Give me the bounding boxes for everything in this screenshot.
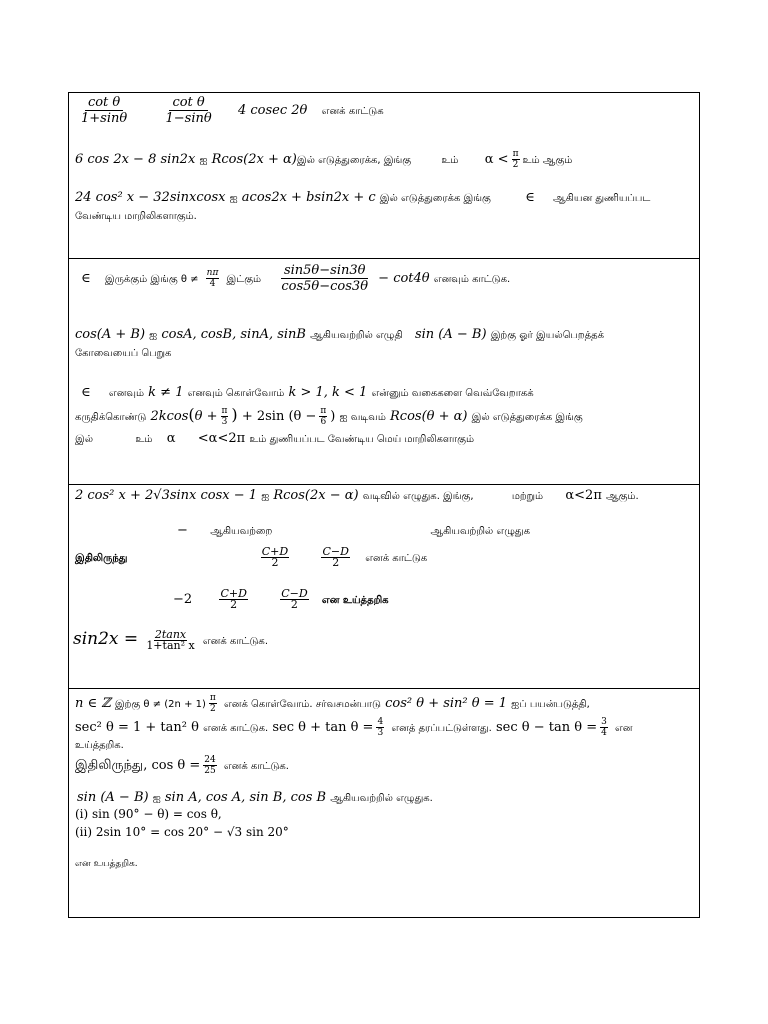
- denominator: 1+sinθ: [81, 111, 128, 126]
- numerator: cot θ: [85, 95, 123, 111]
- instruction-text: எனக் கொள்வோம். சர்வசமன்பாடு: [223, 699, 381, 710]
- element-of-symbol: ∈: [525, 190, 535, 205]
- fraction: [209, 693, 217, 714]
- numerator: C−D: [281, 587, 308, 600]
- math-expression: <α<2π: [197, 431, 246, 446]
- q1-line-3: [75, 190, 650, 207]
- q4-line-3: [75, 737, 124, 754]
- denominator: 2: [332, 556, 340, 569]
- math-expression: Rcos(θ + α): [390, 409, 468, 424]
- numerator: 24: [204, 755, 216, 765]
- denominator: 1+tan² x: [146, 639, 195, 652]
- numerator: 2tanx: [154, 628, 187, 641]
- numerator: π: [221, 406, 228, 416]
- math-expression: 6 cos 2x − 8 sin2x: [75, 152, 196, 167]
- fraction: [219, 589, 247, 610]
- math-expression: 4 cosec 2θ: [237, 103, 308, 118]
- q2-line-1: [81, 263, 510, 294]
- instruction-text: இல் எடுத்துரைக்க இங்கு: [471, 412, 583, 423]
- instruction-text: கருதிக்கொண்டு: [75, 412, 147, 423]
- instruction-text: எனக் காட்டுக: [321, 106, 384, 117]
- fraction: [261, 547, 289, 568]
- math-expression: −2: [173, 592, 193, 607]
- denominator: cos5θ−cos3θ: [281, 279, 369, 294]
- numerator: C+D: [261, 545, 289, 558]
- instruction-text: இட்கும்: [226, 274, 262, 285]
- instruction-text: ஆகியவற்றில் எழுதி: [310, 330, 403, 341]
- math-expression: cosA, cosB, sinA, sinB: [161, 327, 306, 342]
- q2-line-4: [81, 385, 534, 402]
- math-expression: Rcos(2x + α): [211, 152, 297, 167]
- denominator: 1−sinθ: [165, 111, 212, 126]
- instruction-text: இல் எடுத்துரைக்க, இங்கு: [296, 155, 412, 166]
- instruction-text: ஆகியவற்றில் எழுதுக.: [330, 793, 433, 804]
- math-expression: 2 cos² x + 2√3sinx cosx − 1: [75, 488, 258, 503]
- math-expression: (ii) 2sin 10° = cos 20° − √3 sin 20°: [75, 825, 289, 839]
- math-expression: α <: [484, 152, 509, 167]
- numerator: cot θ: [169, 95, 207, 111]
- fraction: [78, 95, 130, 126]
- math-expression: − cot4θ: [378, 271, 430, 286]
- math-expression: Rcos(2x − α): [273, 488, 359, 503]
- instruction-text: ஆகியன துணியப்பட: [553, 193, 651, 204]
- numerator: 4: [377, 717, 384, 727]
- denominator: 3: [377, 728, 384, 738]
- fraction: [280, 589, 308, 610]
- question-box-4: [69, 689, 699, 919]
- q3-line-3: [75, 547, 427, 568]
- instruction-text: எனக் காட்டுக.: [202, 636, 268, 647]
- q4-line-4: [75, 755, 289, 776]
- math-expression: cos(A + B): [75, 327, 146, 342]
- instruction-text: எனவும் கொள்வோம்: [187, 388, 285, 399]
- denominator: 2: [230, 598, 238, 611]
- denominator: 2: [209, 704, 216, 714]
- instruction-text: இருக்கும் இங்கு θ ≠: [104, 274, 199, 285]
- q1-line-2: [75, 149, 572, 170]
- math-expression: sin A, cos A, sin B, cos B: [164, 790, 327, 805]
- math-expression: acos2x + bsin2x + c: [241, 190, 376, 205]
- instruction-text: எனக் காட்டுக.: [203, 723, 269, 734]
- q2-line-6: [75, 431, 474, 448]
- fraction: [319, 406, 327, 427]
- question-box-1: [69, 93, 699, 259]
- math-expression: n ∈ ℤ: [75, 696, 111, 711]
- q3-line-1: [75, 488, 639, 505]
- fraction: [376, 717, 384, 738]
- math-expression: (i) sin (90° − θ) = cos θ,: [75, 807, 222, 821]
- instruction-text: இற்கு θ ≠ (2n + 1): [114, 699, 206, 710]
- math-expression: 2kcos: [150, 409, 189, 424]
- tamil-particle: ஐ: [229, 193, 238, 204]
- instruction-text: இல் எடுத்துரைக்க இங்கு: [379, 193, 491, 204]
- tamil-particle: ஐ: [261, 491, 270, 502]
- instruction-text: வடிவில் எழுதுக. இங்கு,: [362, 491, 474, 502]
- instruction-text: உம் ஆகும்: [522, 155, 573, 166]
- fraction: [162, 95, 214, 126]
- numerator: π: [512, 149, 519, 159]
- math-expression: k ≠ 1: [148, 385, 184, 400]
- math-expression: cos² θ + sin² θ = 1: [385, 696, 508, 711]
- numerator: π: [320, 406, 327, 416]
- fraction: [203, 755, 216, 776]
- instruction-text: என: [614, 723, 633, 734]
- math-expression: sec² θ = 1 + tan² θ: [75, 720, 199, 735]
- instruction-text: ஆகியவற்றில் எழுதுக: [430, 526, 530, 537]
- fraction: [512, 149, 520, 170]
- fraction: [600, 717, 608, 738]
- q2-line-5: கருதிக்கொண்டு 2kcos(θ + $\frac{\pi}{3}$ ) + 2sin (θ − $\frac{\pi}{6}$ ) ஐ வடிவம் Rcos(θ + α) இல் எடுத்துரைக்க இங்கு: [75, 405, 583, 427]
- fraction: [321, 547, 349, 568]
- instruction-text: ஆகும்.: [606, 491, 639, 502]
- instruction-text: ஆகியவற்றை: [210, 526, 273, 537]
- math-expression: + 2sin (θ −: [241, 409, 317, 424]
- tamil-particle: மற்றும்: [511, 491, 544, 502]
- instruction-text: எனவும்: [108, 388, 145, 399]
- q4-line-1: [75, 693, 590, 714]
- q2-line-2: [75, 327, 604, 344]
- instruction-text: கோவையைப் பெறுக: [75, 348, 172, 359]
- element-of-symbol: ∈: [81, 385, 91, 400]
- numerator: 3: [601, 717, 607, 727]
- tamil-particle: உம்: [135, 434, 153, 445]
- math-expression: −: [177, 523, 188, 538]
- denominator: 6: [320, 417, 327, 427]
- math-expression: sin2x =: [73, 629, 139, 649]
- math-expression: sec θ − tan θ =: [496, 720, 598, 735]
- element-of-symbol: ∈: [81, 271, 91, 286]
- denominator: 25: [204, 766, 216, 776]
- tamil-particle: ஐ: [152, 793, 161, 804]
- q1-line-4: [75, 208, 197, 225]
- instruction-text: இல்: [75, 434, 94, 445]
- fraction: [145, 630, 195, 651]
- q4-line-6: [75, 806, 222, 822]
- instruction-text: உய்த்தறிக.: [75, 740, 124, 751]
- instruction-text: இற்கு ஓர் இயல்பெறத்தக்: [490, 330, 605, 341]
- question-box-3: [69, 485, 699, 689]
- denominator: 2: [271, 556, 279, 569]
- worksheet-page: [68, 92, 700, 918]
- q2-line-3: [75, 345, 171, 362]
- q3-line-5: [73, 630, 268, 651]
- denominator: 2: [512, 160, 519, 170]
- tamil-particle: உம்: [441, 155, 459, 166]
- math-expression: k > 1, k < 1: [288, 385, 368, 400]
- q4-line-5: [77, 790, 433, 807]
- q4-line-2: [75, 717, 632, 738]
- instruction-text: வேண்டிய மாறிலிகளாகும்.: [75, 211, 197, 222]
- math-expression: α: [166, 431, 176, 446]
- instruction-text: ஐப் பயன்படுத்தி,: [511, 699, 590, 710]
- question-box-2: [69, 259, 699, 485]
- math-expression: 24 cos² x − 32sinxcosx: [75, 190, 226, 205]
- numerator: C−D: [322, 545, 349, 558]
- q3-line-4: [173, 589, 389, 610]
- instruction-text: எனத் தரப்பட்டுள்ளது.: [391, 723, 492, 734]
- q3-line-2: [177, 523, 530, 540]
- instruction-text: என்னும் வகைகளை வெவ்வேறாகக்: [371, 388, 534, 399]
- instruction-text: எனக் காட்டுக.: [223, 761, 289, 772]
- numerator: nπ: [206, 268, 219, 278]
- math-expression: sec θ + tan θ =: [272, 720, 374, 735]
- math-expression: α<2π: [565, 488, 602, 503]
- math-expression: இதிலிருந்து, cos θ =: [75, 758, 201, 773]
- fraction: [278, 263, 371, 294]
- q1-line-1: [75, 95, 384, 126]
- numerator: π: [209, 693, 216, 703]
- denominator: 2: [290, 598, 298, 611]
- denominator: 3: [221, 417, 228, 427]
- instruction-text: என உயத்தறிக.: [75, 859, 138, 869]
- math-expression: sin (A − B): [77, 790, 149, 805]
- fraction: [221, 406, 229, 427]
- instruction-text: என உய்த்தறிக: [321, 595, 389, 606]
- tamil-particle: ஐ: [199, 155, 208, 166]
- fraction: [206, 268, 220, 289]
- q4-line-7: [75, 824, 289, 840]
- instruction-text: எனக் காட்டுக: [365, 553, 428, 564]
- numerator: sin5θ−sin3θ: [281, 263, 369, 279]
- q4-line-8: [75, 855, 138, 872]
- tamil-particle: ஐ: [149, 330, 158, 341]
- instruction-text: எனவும் காட்டுக.: [433, 274, 511, 285]
- instruction-text: ஐ வடிவம்: [339, 412, 386, 423]
- numerator: C+D: [220, 587, 247, 600]
- denominator: 4: [209, 279, 216, 289]
- denominator: 4: [601, 728, 607, 738]
- instruction-text: இதிலிருந்து: [75, 553, 128, 564]
- math-expression: sin (A − B): [414, 327, 487, 342]
- instruction-text: உம் துணியப்பட வேண்டிய மெய் மாறிலிகளாகும்: [249, 434, 475, 445]
